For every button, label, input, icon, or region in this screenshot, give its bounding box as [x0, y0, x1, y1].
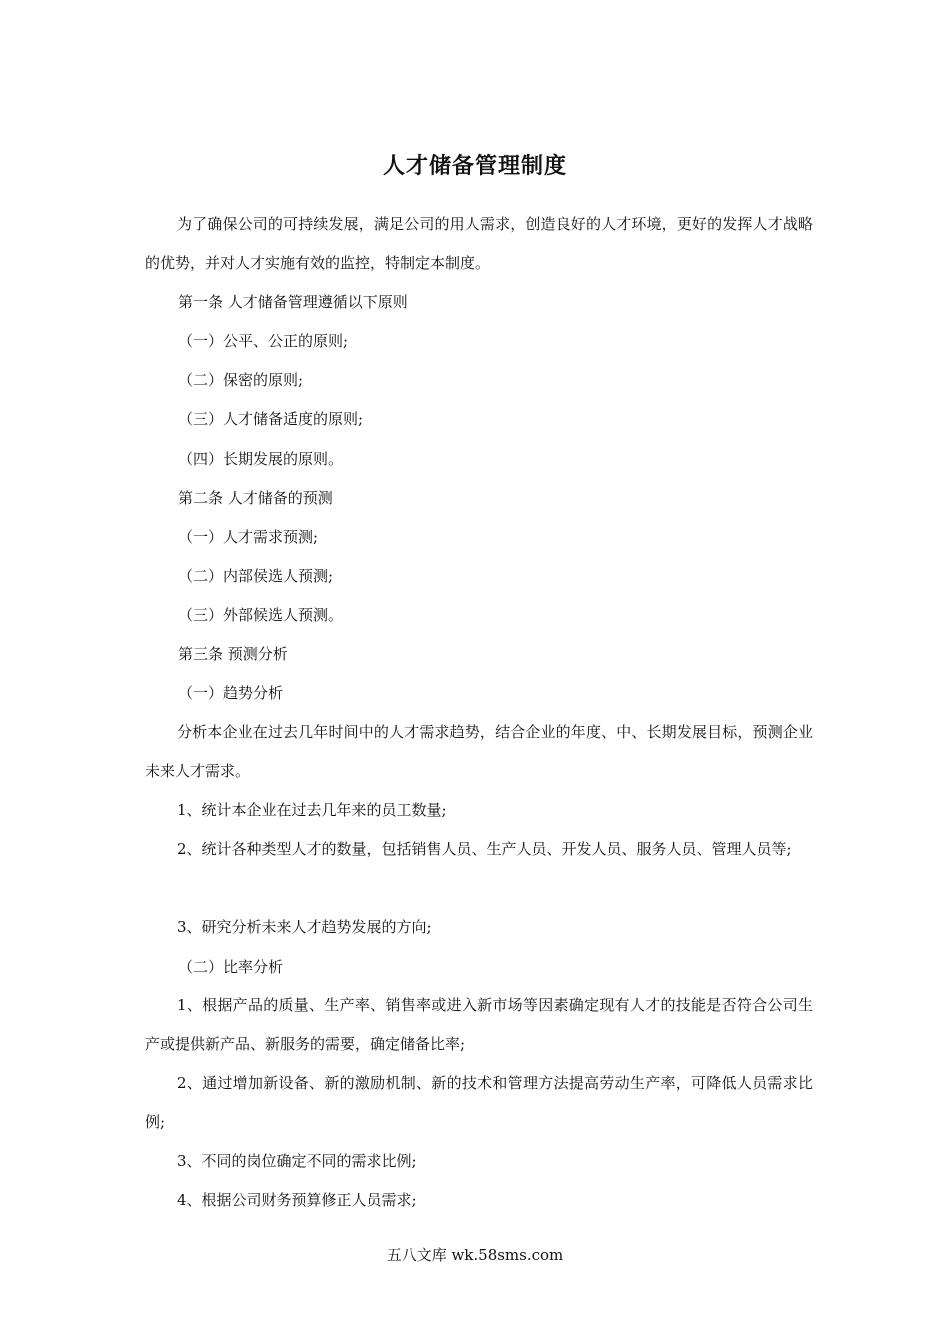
article2-heading: 第二条 人才储备的预测 [178, 489, 333, 507]
ratio-item: 1、根据产品的质量、生产率、销售率或进入新市场等因素确定现有人才的技能是否符合公司生产或提供新产品、新服务的需要，确定储备比率; [145, 996, 813, 1053]
article2-item: （一）人才需求预测; [178, 528, 319, 546]
article2-item: （三）外部候选人预测。 [178, 606, 344, 624]
article1-item: （三）人才储备适度的原则; [178, 410, 364, 428]
trend-item: 1、统计本企业在过去几年来的员工数量; [177, 801, 447, 819]
document-title: 人才储备管理制度 [382, 153, 567, 179]
article3-subheading: （二）比率分析 [178, 958, 284, 976]
ratio-item: 4、根据公司财务预算修正人员需求; [177, 1191, 417, 1209]
article3-subheading: （一）趋势分析 [178, 684, 284, 702]
page-footer: 五八文库 wk.58sms.com [386, 1246, 564, 1264]
ratio-item: 3、不同的岗位确定不同的需求比例; [177, 1152, 417, 1170]
ratio-item: 2、通过增加新设备、新的激励机制、新的技术和管理方法提高劳动生产率，可降低人员需求比例; [145, 1074, 813, 1131]
trend-item: 2、统计各种类型人才的数量，包括销售人员、生产人员、开发人员、服务人员、管理人员等; [177, 840, 792, 858]
article3-heading: 第三条 预测分析 [178, 645, 288, 663]
article2-item: （二）内部侯选人预测; [178, 567, 334, 585]
article1-item: （一）公平、公正的原则; [178, 332, 349, 350]
article1-heading: 第一条 人才储备管理遵循以下原则 [178, 293, 408, 311]
article1-item: （四）长期发展的原则。 [178, 450, 344, 468]
trend-item: 3、研究分析未来人才趋势发展的方向; [177, 918, 432, 936]
article1-item: （二）保密的原则; [178, 371, 304, 389]
trend-analysis-paragraph: 分析本企业在过去几年时间中的人才需求趋势，结合企业的年度、中、长期发展目标，预测企业未来人才需求。 [145, 723, 813, 780]
intro-paragraph: 为了确保公司的可持续发展，满足公司的用人需求，创造良好的人才环境，更好的发挥人才战略的优势，并对人才实施有效的监控，特制定本制度。 [145, 215, 813, 272]
